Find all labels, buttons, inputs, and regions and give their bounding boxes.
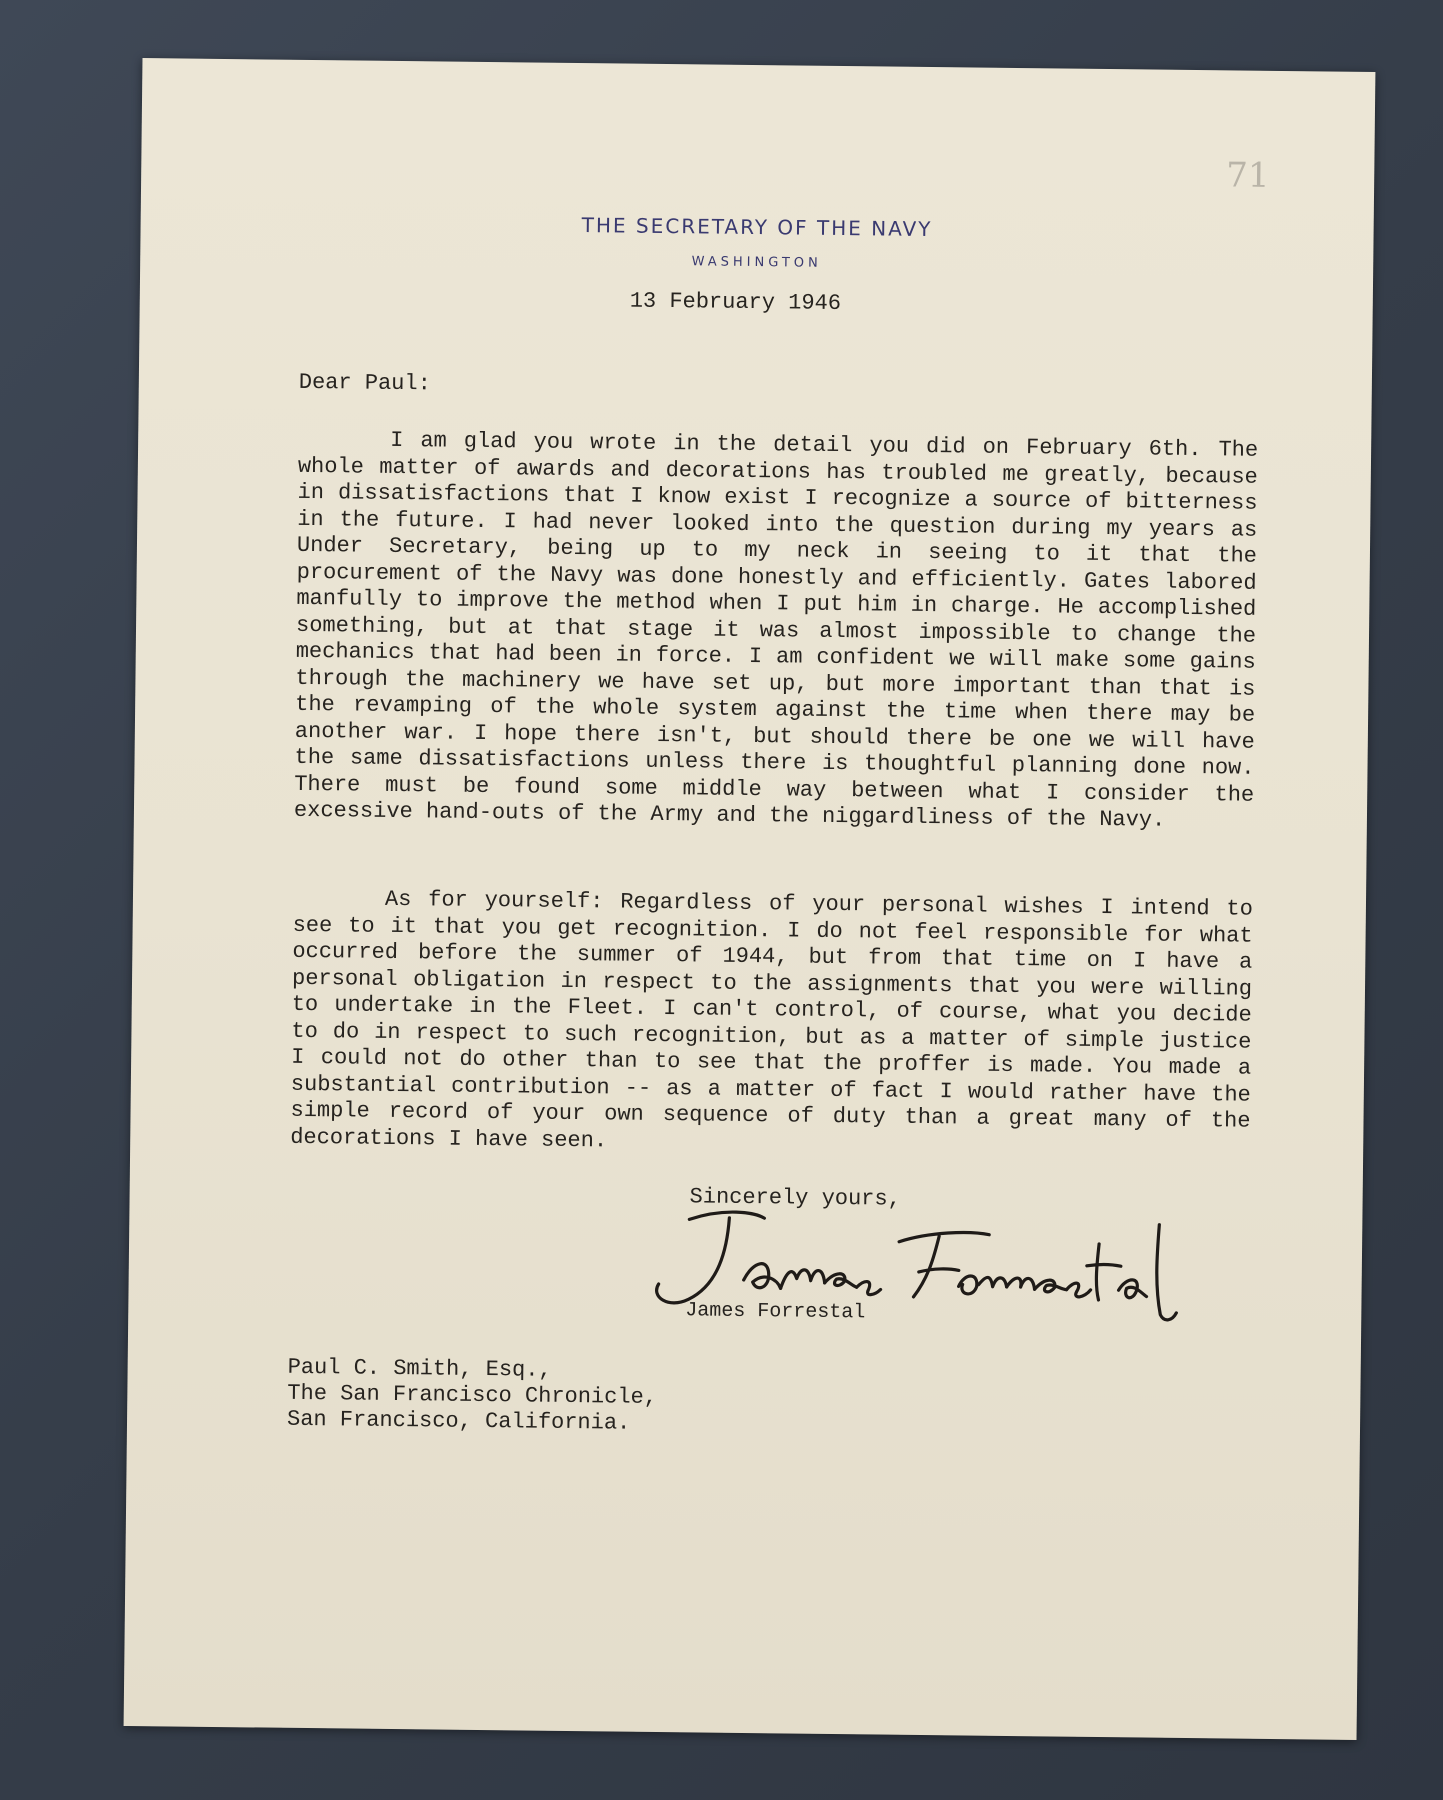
body-paragraph-2: As for yourself: Regardless of your personal wishes I intend to see to it that you get recognition. I do not feel responsible for what occurred before the summer of 1944, but from that time on I have a personal obligation in respect to the assignments that you were willing to undertake in the Fleet. I can't control, of course, what you decide to do in respect to such recognition, but as a matter of simple justice I could not do other than to see that the proffer is made. You made a substantial contribution -- as a matter of fact I would rather have the simple record of your own sequence of duty than a great many of the decorations I have seen. bbox=[290, 886, 1254, 1153]
pencil-annotation: 71 bbox=[1226, 155, 1270, 196]
signer-name: James Forrestal bbox=[685, 1299, 866, 1325]
recipient-line-3: San Francisco, California. bbox=[286, 1406, 631, 1436]
letter-page bbox=[124, 58, 1376, 1740]
recipient-line-2: The San Francisco Chronicle, bbox=[287, 1380, 658, 1410]
letterhead-title: THE SECRETARY OF THE NAVY bbox=[581, 213, 933, 242]
letterhead-city: WASHINGTON bbox=[691, 254, 822, 271]
closing: Sincerely yours, bbox=[689, 1184, 901, 1212]
salutation: Dear Paul: bbox=[298, 369, 431, 397]
body-paragraph-1: I am glad you wrote in the detail you did on February 6th. The whole matter of awards and decorations has troubled me greatly, because in dissatisfactions that I know exist I recognize a source of bitterness in the future. I had never looked into the question during my years as Under Secretary, being up to my neck in seeing to it that the procurement of the Navy was done honestly and efficiently. Gates labored manfully to improve the method when I put him in charge. He accomplished something, but at that stage it was almost impossible to change the mechanics that had been in force. I am confident we will make some gains through the machinery we have set up, but more important than that is the revamping of the whole system against the time when there may be another war. I hope there isn't, but should there be one we will have the same dissatisfactions unless there is thoughtful planning done now. There must be found some middle way between what I consider the excessive hand-outs of the Army and the niggardliness of the Navy. bbox=[293, 427, 1259, 833]
recipient-address bbox=[287, 1355, 658, 1437]
recipient-line-1: Paul C. Smith, Esq., bbox=[287, 1354, 552, 1383]
letter-date: 13 February 1946 bbox=[629, 288, 842, 316]
